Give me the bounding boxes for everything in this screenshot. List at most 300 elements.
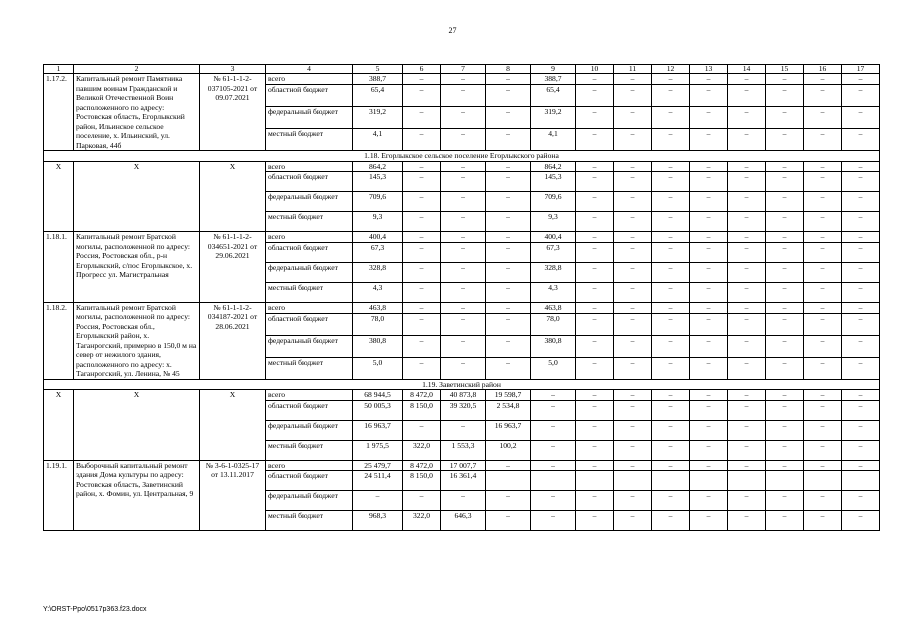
- amount-cell: –: [353, 491, 403, 511]
- amount-cell: 67,3: [353, 242, 403, 262]
- amount-cell: –: [441, 85, 486, 107]
- column-number: 8: [486, 65, 531, 74]
- amount-cell: –: [614, 85, 652, 107]
- column-number: 5: [353, 65, 403, 74]
- amount-cell: –: [842, 107, 880, 129]
- section-row: [44, 379, 880, 390]
- column-number: 13: [690, 65, 728, 74]
- item-code: 1.19.1.: [44, 460, 74, 531]
- amount-cell: –: [766, 302, 804, 313]
- document-ref: № 61-1-1-2-037105-2021 от 09.07.2021: [200, 74, 266, 151]
- amount-cell: 24 511,4: [353, 471, 403, 491]
- amount-cell: –: [804, 85, 842, 107]
- amount-cell: –: [614, 302, 652, 313]
- budget-type-label: местный бюджет: [266, 129, 353, 151]
- amount-cell: –: [804, 420, 842, 440]
- amount-cell: –: [690, 212, 728, 232]
- item-name: Капитальный ремонт Памятника павшим воинам Гражданской и Великой Отечественной Воин расположенного по адресу: Ростовская область, Егорлыкский район, Ильинское сельское поселение, х. Ильинский, ул. Парковая, 44б: [74, 74, 200, 151]
- amount-cell: –: [690, 400, 728, 420]
- amount-cell: –: [614, 172, 652, 192]
- budget-type-label: областной бюджет: [266, 85, 353, 107]
- budget-type-label: федеральный бюджет: [266, 192, 353, 212]
- amount-cell: –: [804, 282, 842, 302]
- amount-cell: –: [576, 390, 614, 401]
- budget-type-label: всего: [266, 232, 353, 243]
- amount-cell: –: [690, 161, 728, 172]
- amount-cell: –: [690, 192, 728, 212]
- amount-cell: 4,3: [531, 282, 576, 302]
- amount-cell: 1 553,3: [441, 440, 486, 460]
- amount-cell: –: [441, 420, 486, 440]
- amount-cell: –: [652, 129, 690, 151]
- budget-row: [44, 390, 880, 401]
- amount-cell: –: [804, 107, 842, 129]
- amount-cell: –: [652, 313, 690, 335]
- amount-cell: –: [576, 172, 614, 192]
- amount-cell: –: [728, 262, 766, 282]
- amount-cell: –: [842, 335, 880, 357]
- amount-cell: –: [486, 511, 531, 531]
- amount-cell: –: [403, 232, 441, 243]
- section-title: 1.19. Заветинский район: [44, 379, 880, 390]
- amount-cell: [842, 471, 880, 491]
- amount-cell: –: [652, 440, 690, 460]
- amount-cell: –: [728, 440, 766, 460]
- column-number: 6: [403, 65, 441, 74]
- amount-cell: –: [766, 161, 804, 172]
- amount-cell: 40 873,8: [441, 390, 486, 401]
- amount-cell: –: [804, 313, 842, 335]
- amount-cell: –: [842, 74, 880, 85]
- amount-cell: –: [842, 313, 880, 335]
- amount-cell: –: [576, 242, 614, 262]
- amount-cell: –: [531, 460, 576, 471]
- amount-cell: –: [690, 460, 728, 471]
- amount-cell: 4,1: [531, 129, 576, 151]
- amount-cell: –: [804, 440, 842, 460]
- amount-cell: –: [728, 390, 766, 401]
- amount-cell: –: [441, 242, 486, 262]
- amount-cell: –: [652, 390, 690, 401]
- budget-type-label: областной бюджет: [266, 313, 353, 335]
- amount-cell: –: [766, 107, 804, 129]
- amount-cell: –: [531, 420, 576, 440]
- amount-cell: –: [486, 172, 531, 192]
- amount-cell: 709,6: [531, 192, 576, 212]
- amount-cell: –: [441, 262, 486, 282]
- amount-cell: –: [614, 335, 652, 357]
- budget-type-label: областной бюджет: [266, 242, 353, 262]
- amount-cell: –: [842, 262, 880, 282]
- budget-type-label: всего: [266, 74, 353, 85]
- amount-cell: 388,7: [531, 74, 576, 85]
- budget-type-label: всего: [266, 161, 353, 172]
- amount-cell: –: [486, 85, 531, 107]
- amount-cell: 9,3: [531, 212, 576, 232]
- document-ref: № 3-6-1-0325-17 от 13.11.2017: [200, 460, 266, 531]
- amount-cell: 78,0: [353, 313, 403, 335]
- amount-cell: 1 975,5: [353, 440, 403, 460]
- amount-cell: –: [728, 161, 766, 172]
- amount-cell: –: [614, 357, 652, 379]
- amount-cell: –: [614, 242, 652, 262]
- document-ref: № 61-1-1-2-034187-2021 от 28.06.2021: [200, 302, 266, 379]
- amount-cell: 400,4: [353, 232, 403, 243]
- column-number: 10: [576, 65, 614, 74]
- amount-cell: –: [652, 74, 690, 85]
- amount-cell: –: [403, 242, 441, 262]
- amount-cell: –: [486, 212, 531, 232]
- amount-cell: 388,7: [353, 74, 403, 85]
- amount-cell: –: [766, 192, 804, 212]
- amount-cell: –: [690, 282, 728, 302]
- amount-cell: –: [486, 335, 531, 357]
- amount-cell: –: [690, 390, 728, 401]
- amount-cell: 65,4: [531, 85, 576, 107]
- amount-cell: –: [403, 161, 441, 172]
- amount-cell: –: [766, 129, 804, 151]
- section-row: [44, 151, 880, 162]
- amount-cell: –: [728, 491, 766, 511]
- amount-cell: 16 963,7: [486, 420, 531, 440]
- amount-cell: –: [486, 192, 531, 212]
- amount-cell: 463,8: [531, 302, 576, 313]
- amount-cell: –: [576, 335, 614, 357]
- page-number: 27: [448, 26, 457, 35]
- amount-cell: 67,3: [531, 242, 576, 262]
- amount-cell: –: [403, 74, 441, 85]
- budget-type-label: областной бюджет: [266, 172, 353, 192]
- amount-cell: –: [690, 74, 728, 85]
- budget-row: [44, 460, 880, 471]
- amount-cell: 380,8: [531, 335, 576, 357]
- amount-cell: 50 005,3: [353, 400, 403, 420]
- amount-cell: –: [842, 129, 880, 151]
- amount-cell: –: [842, 232, 880, 243]
- amount-cell: –: [728, 74, 766, 85]
- amount-cell: –: [614, 491, 652, 511]
- amount-cell: [531, 471, 576, 491]
- amount-cell: –: [486, 302, 531, 313]
- amount-cell: –: [403, 491, 441, 511]
- amount-cell: –: [486, 74, 531, 85]
- amount-cell: 968,3: [353, 511, 403, 531]
- amount-cell: –: [804, 302, 842, 313]
- budget-type-label: местный бюджет: [266, 440, 353, 460]
- amount-cell: –: [652, 192, 690, 212]
- amount-cell: 78,0: [531, 313, 576, 335]
- amount-cell: –: [614, 232, 652, 243]
- amount-cell: –: [766, 172, 804, 192]
- amount-cell: –: [576, 282, 614, 302]
- amount-cell: –: [652, 282, 690, 302]
- amount-cell: –: [842, 192, 880, 212]
- amount-cell: –: [652, 107, 690, 129]
- amount-cell: –: [614, 440, 652, 460]
- amount-cell: 400,4: [531, 232, 576, 243]
- amount-cell: –: [728, 85, 766, 107]
- amount-cell: –: [842, 85, 880, 107]
- amount-cell: –: [728, 192, 766, 212]
- amount-cell: –: [614, 400, 652, 420]
- amount-cell: –: [403, 107, 441, 129]
- amount-cell: –: [652, 212, 690, 232]
- amount-cell: –: [403, 335, 441, 357]
- amount-cell: –: [441, 192, 486, 212]
- amount-cell: –: [441, 335, 486, 357]
- amount-cell: –: [614, 74, 652, 85]
- amount-cell: –: [576, 511, 614, 531]
- budget-type-label: федеральный бюджет: [266, 262, 353, 282]
- budget-row: [44, 161, 880, 172]
- amount-cell: –: [652, 232, 690, 243]
- amount-cell: –: [486, 161, 531, 172]
- column-number: 3: [200, 65, 266, 74]
- amount-cell: –: [728, 420, 766, 440]
- amount-cell: 463,8: [353, 302, 403, 313]
- amount-cell: [804, 471, 842, 491]
- amount-cell: –: [728, 335, 766, 357]
- amount-cell: 68 944,5: [353, 390, 403, 401]
- amount-cell: –: [804, 172, 842, 192]
- column-number: 17: [842, 65, 880, 74]
- amount-cell: –: [576, 460, 614, 471]
- amount-cell: [728, 471, 766, 491]
- amount-cell: 8 150,0: [403, 400, 441, 420]
- amount-cell: –: [652, 302, 690, 313]
- amount-cell: –: [403, 172, 441, 192]
- item-name: Х: [74, 390, 200, 461]
- amount-cell: –: [486, 129, 531, 151]
- amount-cell: –: [576, 74, 614, 85]
- amount-cell: 65,4: [353, 85, 403, 107]
- amount-cell: –: [441, 74, 486, 85]
- amount-cell: –: [576, 85, 614, 107]
- item-code: 1.18.1.: [44, 232, 74, 303]
- amount-cell: –: [614, 390, 652, 401]
- amount-cell: 145,3: [353, 172, 403, 192]
- amount-cell: –: [614, 420, 652, 440]
- amount-cell: –: [728, 212, 766, 232]
- budget-type-label: местный бюджет: [266, 212, 353, 232]
- amount-cell: –: [766, 282, 804, 302]
- amount-cell: –: [804, 400, 842, 420]
- amount-cell: 8 472,0: [403, 390, 441, 401]
- amount-cell: –: [486, 460, 531, 471]
- amount-cell: 322,0: [403, 511, 441, 531]
- amount-cell: –: [766, 313, 804, 335]
- amount-cell: –: [842, 400, 880, 420]
- amount-cell: 2 534,8: [486, 400, 531, 420]
- amount-cell: 380,8: [353, 335, 403, 357]
- amount-cell: –: [728, 129, 766, 151]
- amount-cell: –: [403, 420, 441, 440]
- amount-cell: –: [690, 172, 728, 192]
- amount-cell: 8 472,0: [403, 460, 441, 471]
- amount-cell: –: [690, 511, 728, 531]
- amount-cell: –: [804, 161, 842, 172]
- amount-cell: –: [576, 440, 614, 460]
- amount-cell: 5,0: [353, 357, 403, 379]
- amount-cell: –: [842, 460, 880, 471]
- amount-cell: [576, 471, 614, 491]
- amount-cell: –: [766, 460, 804, 471]
- amount-cell: –: [804, 335, 842, 357]
- amount-cell: –: [403, 357, 441, 379]
- amount-cell: –: [728, 400, 766, 420]
- amount-cell: –: [652, 85, 690, 107]
- amount-cell: –: [531, 440, 576, 460]
- amount-cell: 864,2: [353, 161, 403, 172]
- amount-cell: –: [728, 302, 766, 313]
- amount-cell: [652, 471, 690, 491]
- amount-cell: –: [652, 262, 690, 282]
- amount-cell: –: [728, 460, 766, 471]
- amount-cell: –: [403, 262, 441, 282]
- budget-table: [43, 64, 880, 531]
- amount-cell: –: [441, 313, 486, 335]
- column-number: 4: [266, 65, 353, 74]
- amount-cell: –: [690, 313, 728, 335]
- amount-cell: –: [576, 129, 614, 151]
- amount-cell: 864,2: [531, 161, 576, 172]
- column-number: 11: [614, 65, 652, 74]
- amount-cell: –: [486, 242, 531, 262]
- amount-cell: –: [576, 302, 614, 313]
- amount-cell: –: [576, 420, 614, 440]
- amount-cell: –: [766, 400, 804, 420]
- amount-cell: –: [652, 511, 690, 531]
- amount-cell: –: [766, 420, 804, 440]
- amount-cell: –: [403, 192, 441, 212]
- amount-cell: –: [652, 420, 690, 440]
- column-number: 1: [44, 65, 74, 74]
- amount-cell: –: [403, 313, 441, 335]
- amount-cell: –: [766, 212, 804, 232]
- amount-cell: –: [576, 212, 614, 232]
- amount-cell: –: [531, 400, 576, 420]
- amount-cell: –: [804, 491, 842, 511]
- amount-cell: –: [531, 491, 576, 511]
- amount-cell: –: [728, 357, 766, 379]
- amount-cell: [690, 471, 728, 491]
- amount-cell: 4,3: [353, 282, 403, 302]
- budget-type-label: областной бюджет: [266, 400, 353, 420]
- amount-cell: –: [804, 192, 842, 212]
- amount-cell: –: [652, 161, 690, 172]
- amount-cell: 8 150,0: [403, 471, 441, 491]
- amount-cell: –: [728, 282, 766, 302]
- amount-cell: –: [690, 129, 728, 151]
- column-number: 16: [804, 65, 842, 74]
- amount-cell: –: [804, 74, 842, 85]
- amount-cell: –: [804, 262, 842, 282]
- amount-cell: –: [486, 107, 531, 129]
- amount-cell: –: [614, 212, 652, 232]
- budget-type-label: федеральный бюджет: [266, 420, 353, 440]
- amount-cell: –: [690, 491, 728, 511]
- amount-cell: 17 007,7: [441, 460, 486, 471]
- amount-cell: –: [842, 242, 880, 262]
- amount-cell: 9,3: [353, 212, 403, 232]
- budget-type-label: федеральный бюджет: [266, 335, 353, 357]
- amount-cell: –: [728, 232, 766, 243]
- amount-cell: –: [441, 357, 486, 379]
- amount-cell: –: [403, 129, 441, 151]
- amount-cell: –: [690, 335, 728, 357]
- amount-cell: –: [614, 511, 652, 531]
- amount-cell: –: [531, 511, 576, 531]
- amount-cell: –: [842, 172, 880, 192]
- amount-cell: –: [842, 161, 880, 172]
- amount-cell: 100,2: [486, 440, 531, 460]
- amount-cell: –: [804, 232, 842, 243]
- amount-cell: –: [804, 242, 842, 262]
- item-code: 1.17.2.: [44, 74, 74, 151]
- amount-cell: –: [614, 460, 652, 471]
- amount-cell: –: [486, 262, 531, 282]
- amount-cell: –: [766, 440, 804, 460]
- amount-cell: 646,3: [441, 511, 486, 531]
- amount-cell: –: [842, 390, 880, 401]
- amount-cell: –: [690, 440, 728, 460]
- budget-type-label: всего: [266, 390, 353, 401]
- amount-cell: –: [614, 192, 652, 212]
- amount-cell: –: [576, 400, 614, 420]
- amount-cell: 145,3: [531, 172, 576, 192]
- amount-cell: –: [441, 282, 486, 302]
- amount-cell: –: [652, 460, 690, 471]
- amount-cell: –: [766, 262, 804, 282]
- section-title: 1.18. Егорлыкское сельское поселение Егорлыкского района: [44, 151, 880, 162]
- amount-cell: –: [652, 242, 690, 262]
- amount-cell: 4,1: [353, 129, 403, 151]
- amount-cell: –: [614, 129, 652, 151]
- column-number: 12: [652, 65, 690, 74]
- amount-cell: –: [766, 85, 804, 107]
- item-name: Х: [74, 161, 200, 232]
- amount-cell: –: [652, 491, 690, 511]
- budget-row: [44, 302, 880, 313]
- amount-cell: –: [614, 282, 652, 302]
- amount-cell: –: [576, 357, 614, 379]
- amount-cell: –: [403, 282, 441, 302]
- amount-cell: 16 361,4: [441, 471, 486, 491]
- amount-cell: –: [690, 85, 728, 107]
- amount-cell: 25 479,7: [353, 460, 403, 471]
- amount-cell: –: [690, 302, 728, 313]
- amount-cell: –: [576, 161, 614, 172]
- amount-cell: –: [728, 172, 766, 192]
- amount-cell: –: [652, 400, 690, 420]
- amount-cell: –: [576, 491, 614, 511]
- item-name: Выборочный капитальный ремонт здания Дома культуры по адресу: Ростовская область, Заветинский район, х. Фомин, ул. Центральная, 9: [74, 460, 200, 531]
- column-number-row: [44, 65, 880, 74]
- column-number: 14: [728, 65, 766, 74]
- amount-cell: –: [441, 232, 486, 243]
- amount-cell: –: [766, 511, 804, 531]
- amount-cell: 319,2: [353, 107, 403, 129]
- amount-cell: –: [614, 161, 652, 172]
- amount-cell: 709,6: [353, 192, 403, 212]
- amount-cell: –: [486, 232, 531, 243]
- column-number: 9: [531, 65, 576, 74]
- amount-cell: –: [842, 357, 880, 379]
- amount-cell: –: [842, 491, 880, 511]
- amount-cell: –: [614, 107, 652, 129]
- amount-cell: –: [441, 129, 486, 151]
- amount-cell: [486, 471, 531, 491]
